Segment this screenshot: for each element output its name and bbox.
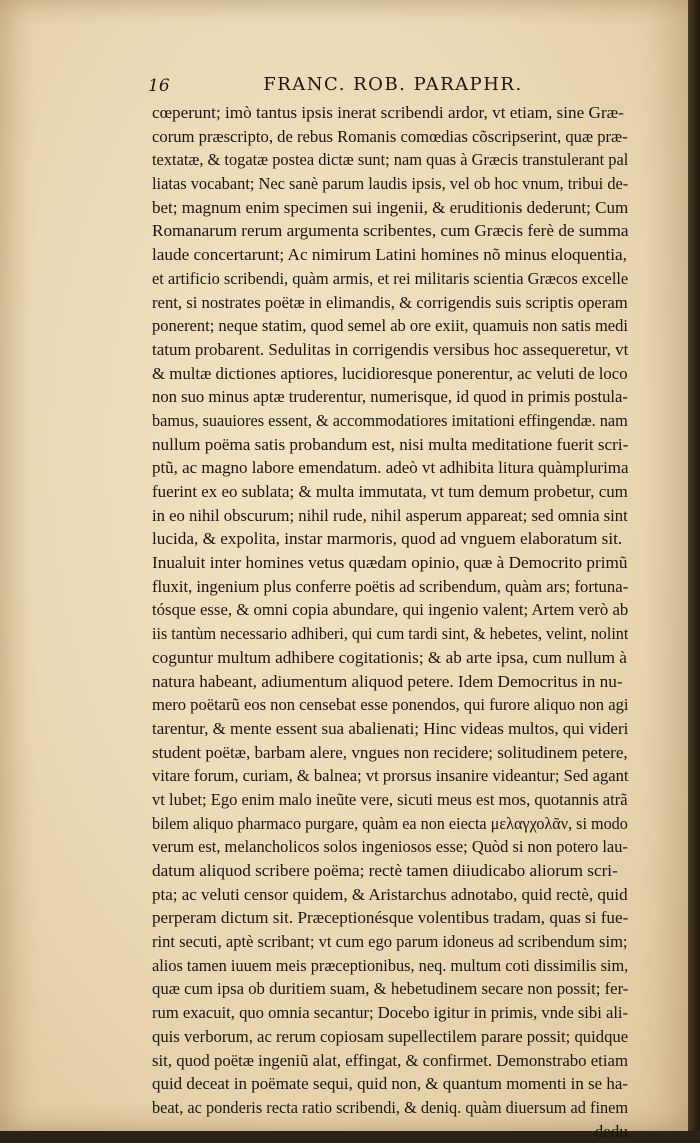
text-line: bamus, suauiores essent, & accommodatiores imitationi effingendæ. nam — [152, 410, 628, 430]
text-line: sit, quod poëtæ ingeniũ alat, effingat, & confirmet. Demonstrabo etiam — [152, 1050, 628, 1070]
text-line: perperam dictum sit. Præceptionésque volentibus tradam, quas si fue- — [152, 908, 629, 928]
running-title: FRANC. ROB. PARAPHR. — [263, 74, 523, 95]
text-line: bilem aliquo pharmaco purgare, quàm ea non eiecta μελαγχολᾶν, si modo — [152, 813, 628, 833]
page-edge — [688, 0, 700, 1131]
text-line: natura habeant, adiumentum aliquod petere. Idem Democritus in nu- — [152, 671, 623, 691]
text-line: beat, ac ponderis recta ratio scribendi, & deniq. quàm diuersum ad finem — [152, 1097, 629, 1117]
text-line: in eo nihil obscurum; nihil rude, nihil asperum appareat; sed omnia sint — [152, 505, 628, 525]
text-line: student poëtæ, barbam alere, vngues non recidere; solitudinem petere, — [152, 742, 628, 762]
text-line: rum exacuit, quo omnia secantur; Docebo igitur in primis, vnde sibi ali- — [152, 1003, 629, 1023]
running-head — [148, 74, 638, 104]
text-line: vitare forum, curiam, & balnea; vt prorsus insanire videantur; Sed agant — [152, 766, 629, 786]
text-line: lucida, & expolita, instar marmoris, quod ad vnguem elaboratum sit. — [152, 529, 623, 549]
text-line: datum aliquod scribere poëma; rectè tamen diiudicabo aliorum scri- — [152, 861, 618, 880]
text-line: laude concertarunt; Ac nimirum Latini homines nõ minus eloquentia, — [152, 245, 627, 265]
text-line: coguntur multum adhibere cogitationis; & ab arte ipsa, cum nullum à — [152, 647, 627, 667]
text-line: rent, si nostrates poëtæ in elimandis, & corrigendis suis scriptis operam — [152, 292, 628, 312]
text-line: verum est, melancholicos solos ingeniosos esse; Quòd si non potero lau- — [152, 837, 628, 857]
text-line: rint secuti, aptè scribant; vt cum ego parum idoneus ad scribendum sim; — [152, 932, 628, 952]
text-line: textatæ, & togatæ postea dictæ sunt; nam quas à Græcis transtulerant pal — [152, 150, 629, 170]
text-line: non suo minus aptæ truderentur, numerisque, id quod in primis postula- — [152, 387, 628, 407]
text-line: quis verborum, ac rerum copiosam supellectilem parare possit; quidque — [152, 1026, 629, 1046]
text-line: quæ cum ipsa ob duritiem suam, & hebetudinem secare non possit; fer- — [152, 979, 629, 999]
text-line: et artificio scribendi, quàm armis, et rei militaris scientia Græcos excelle — [152, 268, 629, 288]
text-line: liatas vocabant; Nec sanè parum laudis ipsis, vel ob hoc vnum, tribui de- — [152, 174, 629, 194]
text-line: ptũ, ac magno labore emendatum. adeò vt adhibita litura quàmplurima — [152, 458, 629, 478]
text-line: pta; ac veluti censor quidem, & Aristarchus adnotabo, quid rectè, quid — [152, 884, 628, 904]
text-line: mero poëtarũ eos non censebat esse ponendos, qui furore aliquo non agi — [152, 695, 629, 715]
page-number: 16 — [148, 76, 170, 96]
text-line: fuerint ex eo sublata; & multa immutata, vt tum demum probetur, cum — [152, 482, 628, 501]
text-line: tarentur, & mente essent sua abalienati; Hinc videas multos, qui videri — [152, 718, 629, 738]
text-line: alios tamen iuuem meis præceptionibus, neq. multum coti dissimilis sim, — [152, 955, 629, 975]
catchword: dedu — [594, 1121, 628, 1141]
text-line: tatum probarent. Sedulitas in corrigendis versibus hoc assequeretur, vt — [152, 339, 629, 359]
text-line: cœperunt; imò tantus ipsis inerat scribendi ardor, vt etiam, sine Græ- — [152, 103, 624, 122]
text-line: ponerent; neque statim, quod semel ab ore exiit, quamuis non satis medi — [152, 316, 628, 336]
body-text — [152, 101, 628, 1143]
text-line: Romanarum rerum argumenta scribentes, cum Græcis ferè de summa — [152, 221, 629, 241]
text-line: nullum poëma satis probandum est, nisi multa meditatione fuerit scri- — [152, 434, 629, 454]
text-line: bet; magnum enim specimen sui ingenii, & eruditionis dederunt; Cum — [152, 197, 629, 217]
text-line: fluxit, ingenium plus conferre poëtis ad scribendum, quàm ars; fortuna- — [152, 576, 629, 596]
text-line: Inualuit inter homines vetus quædam opinio, quæ à Democrito primũ — [152, 553, 628, 573]
text-line: iis tantùm necessario adhiberi, qui cum tardi sint, & hebetes, velint, nolint — [152, 624, 629, 644]
text-line: & multæ dictiones aptiores, lucidioresque ponerentur, ac veluti de loco — [152, 363, 628, 383]
text-line: corum præscripto, de rebus Romanis comœdias cõscripserint, quæ præ- — [152, 126, 628, 146]
text-line: tósque esse, & omni copia abundare, qui ingenio valent; Artem verò ab — [152, 600, 629, 620]
text-line: quid deceat in poëmate sequi, quid non, & quantum momenti in se ha- — [152, 1074, 629, 1094]
text-line: vt lubet; Ego enim malo ineũte vere, sicuti meus est mos, quotannis atrã — [152, 789, 628, 809]
